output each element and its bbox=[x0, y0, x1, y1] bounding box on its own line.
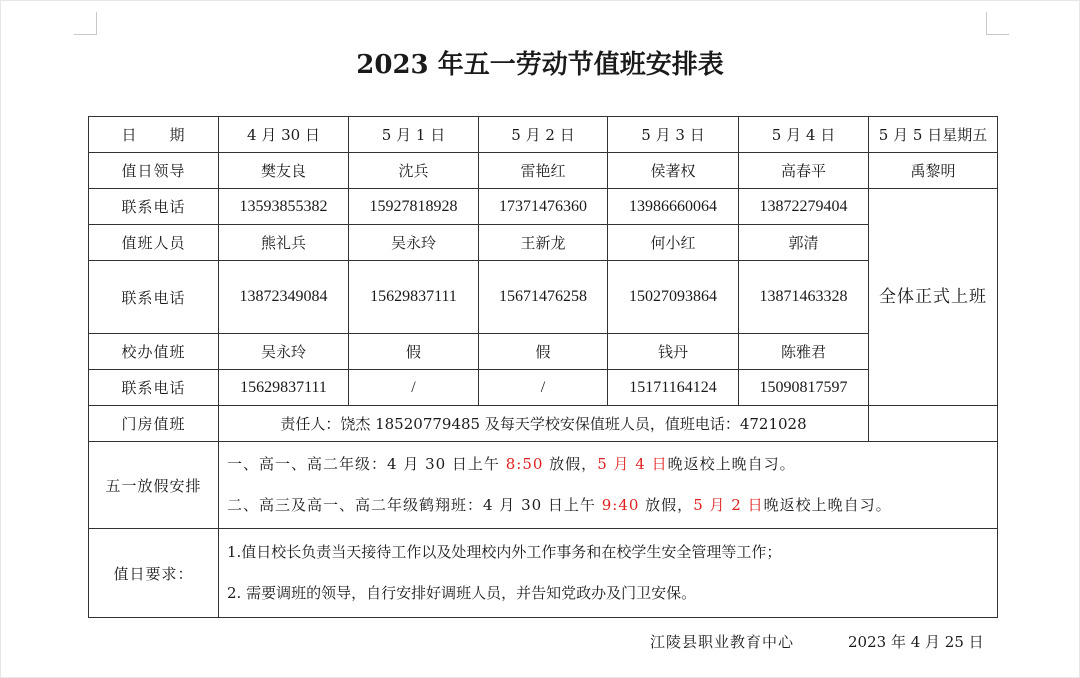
phone-number: 13871463328 bbox=[739, 261, 869, 334]
holiday-arrangement bbox=[219, 442, 998, 529]
leader-name: 樊友良 bbox=[219, 153, 349, 189]
staff-name: 王新龙 bbox=[479, 225, 608, 261]
holiday-line-1 bbox=[227, 444, 995, 485]
highlight-date: 5 月 2 日 bbox=[693, 496, 764, 514]
day5-merged-note: 全体正式上班 bbox=[869, 189, 998, 406]
staff-name: 何小红 bbox=[608, 225, 739, 261]
row-label: 联系电话 bbox=[89, 370, 219, 406]
office-row bbox=[89, 334, 998, 370]
leader-name: 沈兵 bbox=[349, 153, 479, 189]
crop-mark-top-right bbox=[986, 12, 1009, 35]
staff-name: 郭清 bbox=[739, 225, 869, 261]
holiday-row bbox=[89, 442, 998, 529]
phone-number: 13986660064 bbox=[608, 189, 739, 225]
issue-date: 2023 年 4 月 25 日 bbox=[848, 633, 984, 651]
holiday-text: 晚返校上晚自习。 bbox=[763, 496, 892, 514]
phone-number: 15629837111 bbox=[349, 261, 479, 334]
row-label: 五一放假安排 bbox=[89, 442, 219, 529]
phone-number: / bbox=[349, 370, 479, 406]
requirements-row bbox=[89, 529, 998, 618]
leader-name: 高春平 bbox=[739, 153, 869, 189]
issuing-organization: 江陵县职业教育中心 bbox=[650, 633, 795, 651]
phone-number: 13872349084 bbox=[219, 261, 349, 334]
leader-name: 禹黎明 bbox=[869, 153, 998, 189]
requirement-item: 1.值日校长负责当天接待工作以及处理校内外工作事务和在校学生安全管理等工作； bbox=[227, 543, 782, 561]
row-label: 门房值班 bbox=[89, 406, 219, 442]
office-name: 吴永玲 bbox=[219, 334, 349, 370]
phone-number: 15027093864 bbox=[608, 261, 739, 334]
header-row bbox=[89, 117, 998, 153]
holiday-text: 晚返校上晚自习。 bbox=[667, 455, 796, 473]
holiday-text: 放假， bbox=[543, 455, 598, 473]
phone-number: 13872279404 bbox=[739, 189, 869, 225]
phone-number: 15629837111 bbox=[219, 370, 349, 406]
staff-name: 吴永玲 bbox=[349, 225, 479, 261]
staff-row bbox=[89, 225, 998, 261]
row-label: 校办值班 bbox=[89, 334, 219, 370]
leader-name: 雷艳红 bbox=[479, 153, 608, 189]
leader-name: 侯著权 bbox=[608, 153, 739, 189]
row-label: 联系电话 bbox=[89, 189, 219, 225]
document-title: 2023 年五一劳动节值班安排表 bbox=[356, 50, 724, 80]
holiday-text: 一、高一、高二年级：4 月 30 日上午 bbox=[227, 455, 506, 473]
crop-mark-top-left bbox=[74, 12, 97, 35]
office-name: 钱丹 bbox=[608, 334, 739, 370]
highlight-time: 9:40 bbox=[601, 496, 640, 514]
phone-number: 13593855382 bbox=[219, 189, 349, 225]
header-date: 4 月 30 日 bbox=[219, 117, 349, 153]
highlight-date: 5 月 4 日 bbox=[597, 455, 668, 473]
phone-number: 15171164124 bbox=[608, 370, 739, 406]
phone-number: 15090817597 bbox=[739, 370, 869, 406]
row-label: 值日领导 bbox=[89, 153, 219, 189]
staff-name: 熊礼兵 bbox=[219, 225, 349, 261]
empty-cell bbox=[869, 406, 998, 442]
duty-schedule-table bbox=[88, 116, 998, 618]
header-date: 5 月 4 日 bbox=[739, 117, 869, 153]
gate-duty-text: 责任人：饶杰 18520779485 及每天学校安保值班人员，值班电话：4721028 bbox=[219, 406, 869, 442]
leader-row bbox=[89, 153, 998, 189]
office-phone-row bbox=[89, 370, 998, 406]
office-name: 假 bbox=[479, 334, 608, 370]
document-footer bbox=[0, 631, 1080, 653]
phone-number: 15927818928 bbox=[349, 189, 479, 225]
holiday-line-2 bbox=[227, 485, 995, 526]
leader-phone-row bbox=[89, 189, 998, 225]
phone-number: 15671476258 bbox=[479, 261, 608, 334]
header-date: 5 月 3 日 bbox=[608, 117, 739, 153]
header-date: 5 月 2 日 bbox=[479, 117, 608, 153]
phone-number: 17371476360 bbox=[479, 189, 608, 225]
requirements-text bbox=[219, 529, 998, 618]
header-date: 5 月 1 日 bbox=[349, 117, 479, 153]
gate-row bbox=[89, 406, 998, 442]
holiday-text: 二、高三及高一、高二年级鹤翔班：4 月 30 日上午 bbox=[227, 496, 602, 514]
office-name: 假 bbox=[349, 334, 479, 370]
header-date: 5 月 5 日星期五 bbox=[869, 117, 998, 153]
highlight-time: 8:50 bbox=[505, 455, 544, 473]
staff-phone-row bbox=[89, 261, 998, 334]
row-label: 值日要求： bbox=[89, 529, 219, 618]
row-label: 联系电话 bbox=[89, 261, 219, 334]
phone-number: / bbox=[479, 370, 608, 406]
header-label: 日 期 bbox=[89, 117, 219, 153]
office-name: 陈雅君 bbox=[739, 334, 869, 370]
requirement-item: 2. 需要调班的领导，自行安排好调班人员，并告知党政办及门卫安保。 bbox=[227, 584, 697, 602]
holiday-text: 放假， bbox=[639, 496, 694, 514]
row-label: 值班人员 bbox=[89, 225, 219, 261]
